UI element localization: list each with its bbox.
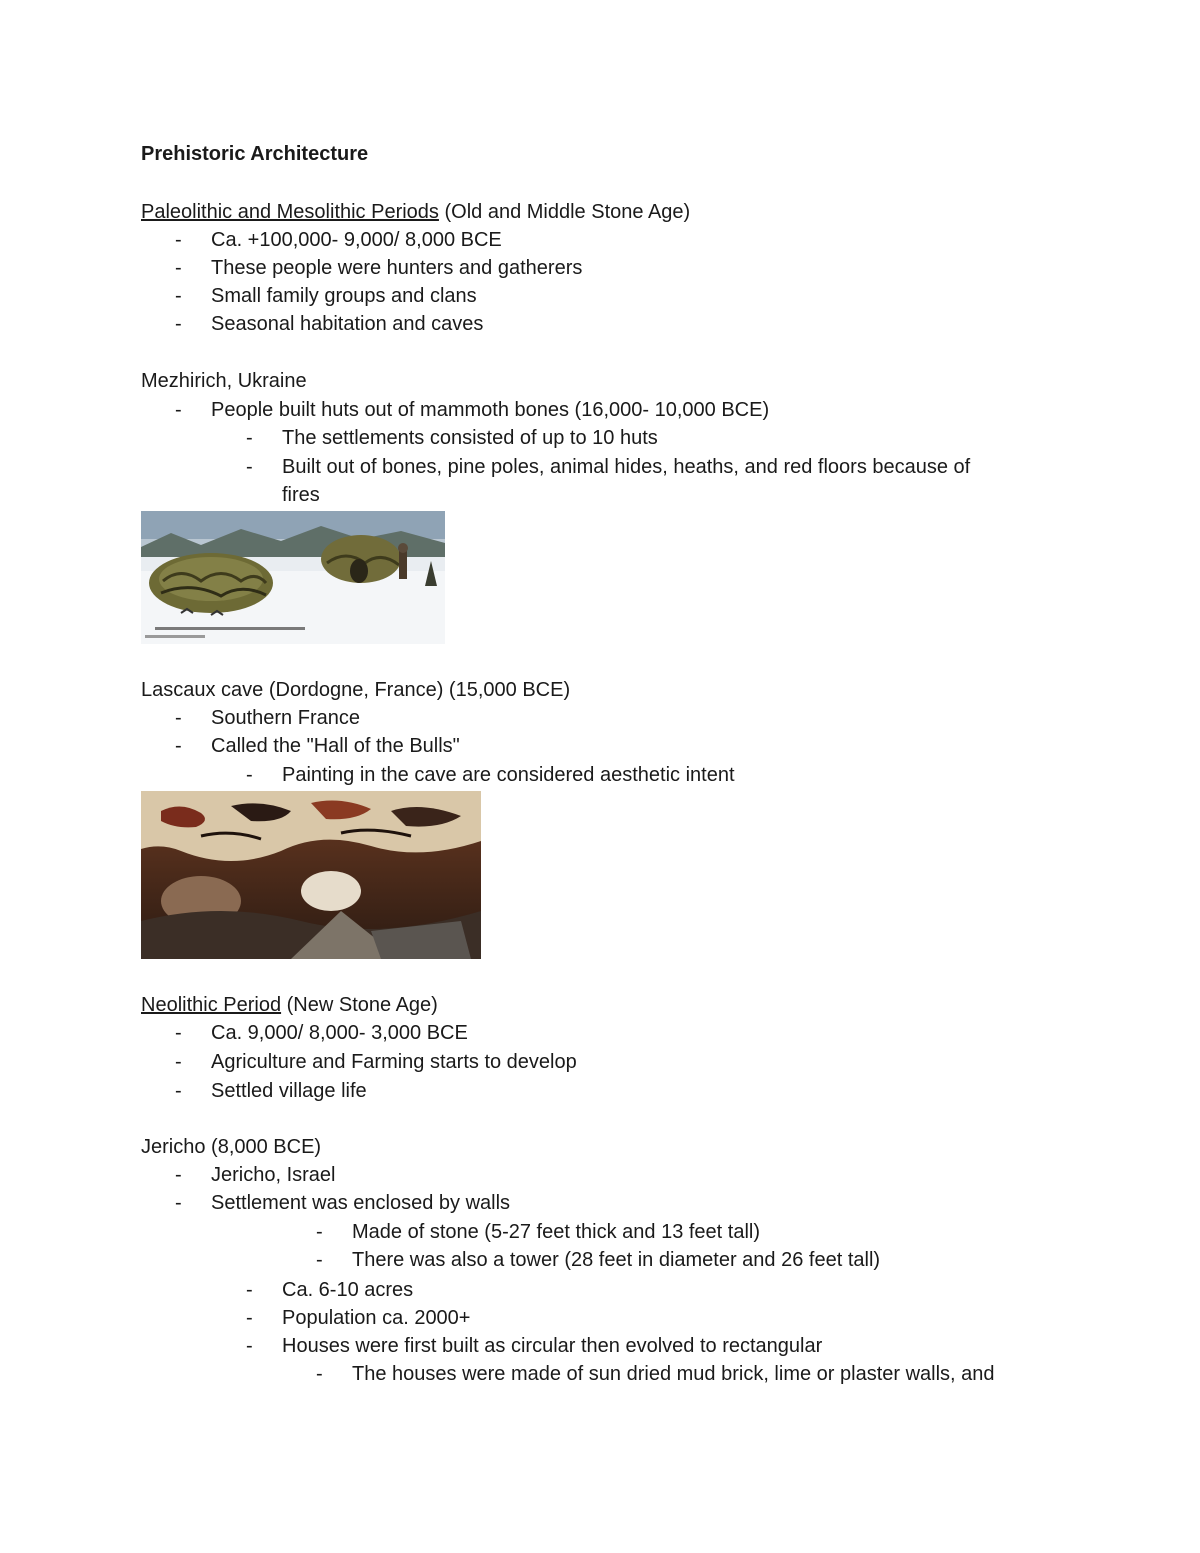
- list-item-text: Southern France: [211, 707, 360, 729]
- bullet: -: [246, 427, 253, 449]
- list-item-text: People built huts out of mammoth bones (16,000- 10,000 BCE): [211, 399, 770, 421]
- list-item: [0, 254, 1200, 282]
- list-item-text: Settled village life: [211, 1080, 367, 1102]
- list-item-text: These people were hunters and gatherers: [211, 257, 583, 279]
- bullet: -: [175, 735, 182, 757]
- list-item: [0, 1246, 1200, 1274]
- list-item: [0, 1019, 1200, 1047]
- list-item: [0, 282, 1200, 310]
- list-item: [0, 732, 1200, 760]
- list-item: [0, 1161, 1200, 1189]
- list-item-text: Settlement was enclosed by walls: [211, 1192, 511, 1214]
- list-item-text: There was also a tower (28 feet in diameter and 26 feet tall): [352, 1249, 881, 1271]
- paleo-heading-underlined: Paleolithic and Mesolithic Periods: [141, 201, 439, 223]
- mezhirich-heading: Mezhirich, Ukraine: [141, 370, 307, 392]
- list-item: [0, 396, 1200, 424]
- list-item-text: The settlements consisted of up to 10 huts: [282, 427, 658, 449]
- list-item-text: The houses were made of sun dried mud brick, lime or plaster walls, and: [352, 1363, 995, 1385]
- neolithic-heading-underlined: Neolithic Period: [141, 994, 282, 1016]
- bullet: -: [246, 1279, 253, 1301]
- list-item-text: Population ca. 2000+: [282, 1307, 471, 1329]
- paleo-heading: [141, 198, 690, 226]
- list-item: [0, 1332, 1200, 1360]
- list-item-text: Ca. 6-10 acres: [282, 1279, 414, 1301]
- neolithic-heading: [141, 991, 438, 1019]
- bullet: -: [246, 1335, 253, 1357]
- list-item-continuation: [0, 481, 1200, 509]
- page-title: Prehistoric Architecture: [141, 143, 369, 165]
- bullet: -: [175, 229, 182, 251]
- list-item: [0, 1077, 1200, 1105]
- list-item: [0, 1304, 1200, 1332]
- bullet: -: [175, 1192, 182, 1214]
- jericho-heading: Jericho (8,000 BCE): [141, 1136, 322, 1158]
- list-item-text: Jericho, Israel: [211, 1164, 336, 1186]
- list-item: [0, 1360, 1200, 1388]
- list-item-text: Called the "Hall of the Bulls": [211, 735, 460, 757]
- bullet: -: [246, 456, 253, 478]
- list-item: [0, 310, 1200, 338]
- list-item-text: Small family groups and clans: [211, 285, 477, 307]
- mammoth-hut-image: [141, 511, 445, 644]
- list-item-text: Painting in the cave are considered aesthetic intent: [282, 764, 735, 786]
- lascaux-cave-image: [141, 791, 481, 959]
- list-item-text: Ca. 9,000/ 8,000- 3,000 BCE: [211, 1022, 468, 1044]
- bullet: -: [316, 1363, 323, 1385]
- list-item-text: fires: [282, 484, 320, 506]
- list-item-text: Ca. +100,000- 9,000/ 8,000 BCE: [211, 229, 502, 251]
- list-item: [0, 226, 1200, 254]
- bullet: -: [175, 313, 182, 335]
- bullet: -: [175, 1022, 182, 1044]
- bullet: -: [175, 285, 182, 307]
- list-item: [0, 424, 1200, 452]
- list-item: [0, 1189, 1200, 1217]
- bullet: -: [246, 1307, 253, 1329]
- paleo-heading-rest: (Old and Middle Stone Age): [438, 201, 691, 223]
- bullet: -: [175, 707, 182, 729]
- list-item-text: Made of stone (5-27 feet thick and 13 feet tall): [352, 1221, 761, 1243]
- list-item: [0, 1276, 1200, 1304]
- bullet: -: [175, 1051, 182, 1073]
- list-item: [0, 704, 1200, 732]
- bullet: -: [246, 764, 253, 786]
- list-item: [0, 453, 1200, 481]
- neolithic-heading-rest: (New Stone Age): [281, 994, 438, 1016]
- list-item-text: Agriculture and Farming starts to develop: [211, 1051, 577, 1073]
- bullet: -: [175, 1164, 182, 1186]
- bullet: -: [316, 1249, 323, 1271]
- list-item-text: Houses were first built as circular then evolved to rectangular: [282, 1335, 823, 1357]
- bullet: -: [175, 257, 182, 279]
- lascaux-heading: Lascaux cave (Dordogne, France) (15,000 BCE): [141, 679, 571, 701]
- bullet: -: [175, 1080, 182, 1102]
- list-item: [0, 761, 1200, 789]
- list-item-text: Seasonal habitation and caves: [211, 313, 484, 335]
- bullet: -: [175, 399, 182, 421]
- bullet: -: [316, 1221, 323, 1243]
- list-item: [0, 1218, 1200, 1246]
- list-item-text: Built out of bones, pine poles, animal hides, heaths, and red floors because of: [282, 456, 971, 478]
- list-item: [0, 1048, 1200, 1076]
